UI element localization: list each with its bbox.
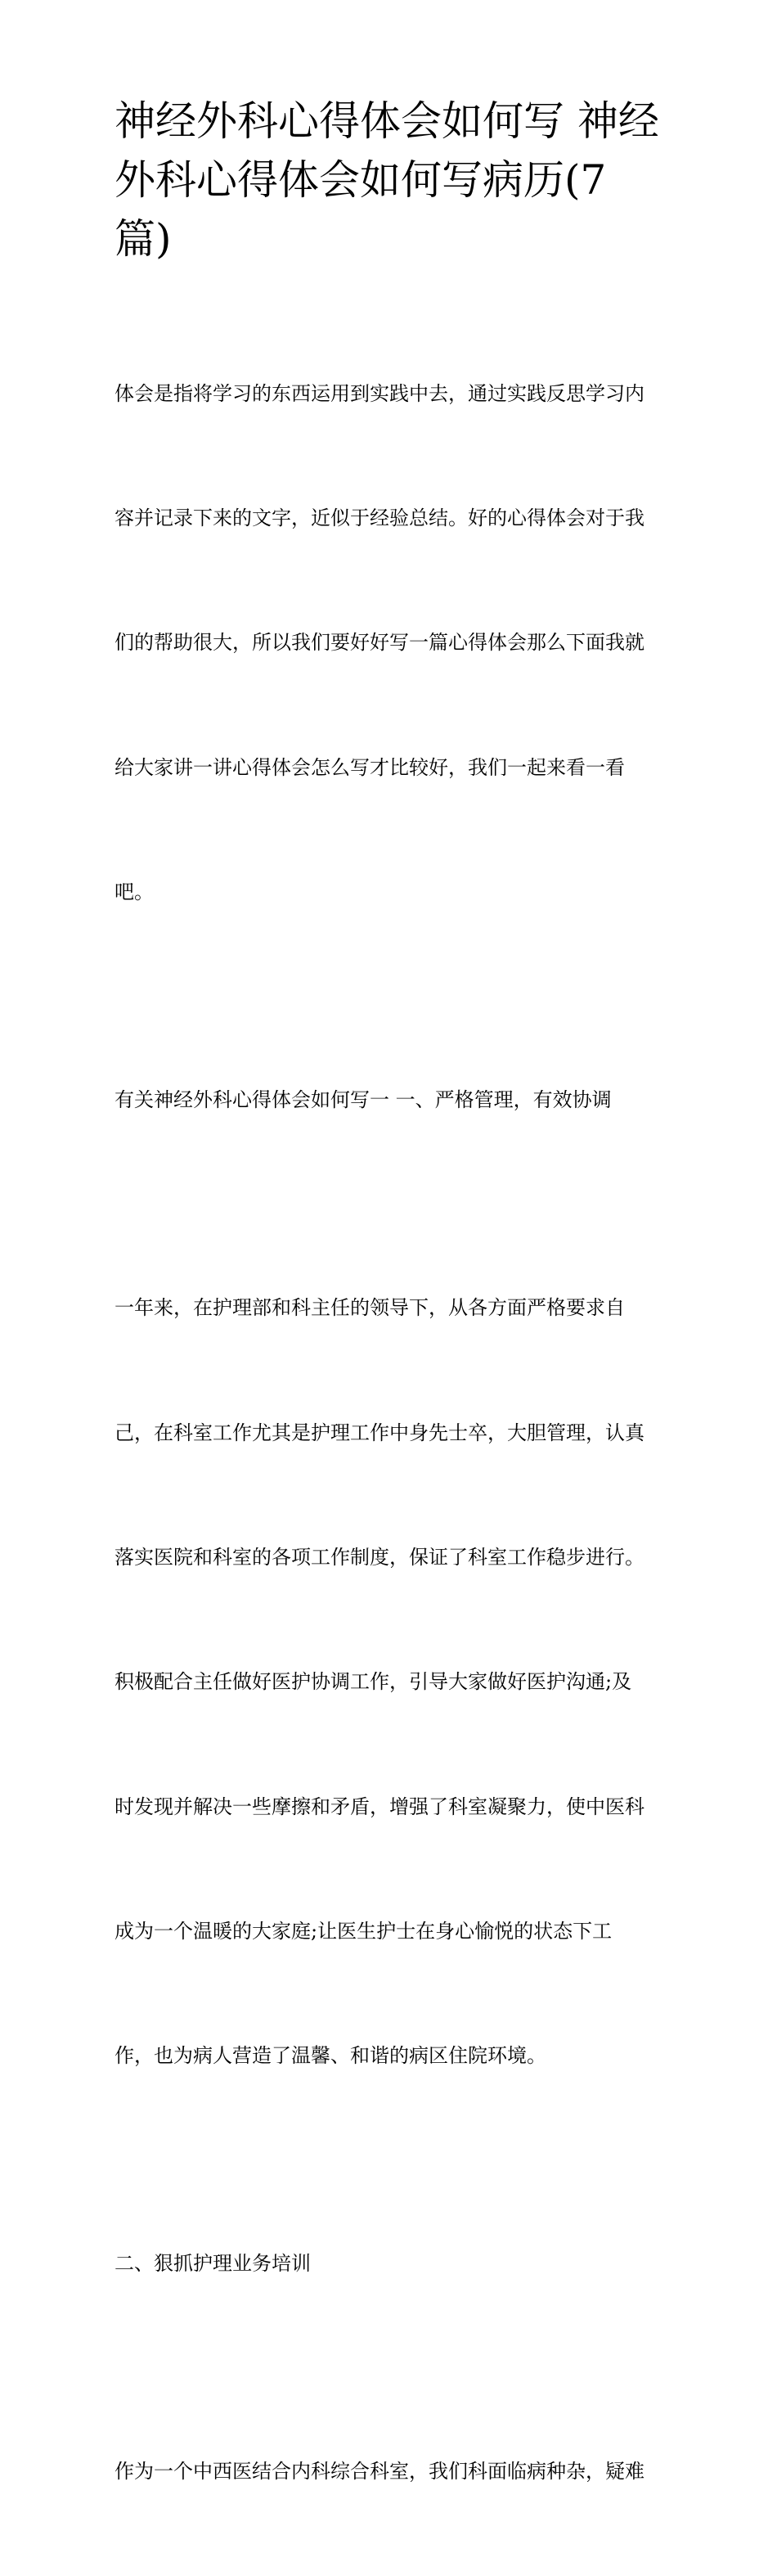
title-line: 篇) [115, 215, 172, 263]
text-line: 体会是指将学习的东西运用到实践中去，通过实践反思学习内 [115, 381, 645, 405]
section-paragraph-1 [115, 1205, 679, 2160]
text-line: 容并记录下来的文字，近似于经验总结。好的心得体会对于我 [115, 506, 645, 529]
text-line: 们的帮助很大，所以我们要好好写一篇心得体会那么下面我就 [115, 631, 645, 655]
text-line: 有关神经外科心得体会如何写一 一、严格管理，有效协调 [115, 1088, 612, 1112]
text-line: 二、狠抓护理业务培训 [115, 2252, 311, 2276]
text-line: 作，也为病人营造了温馨、和谐的病区住院环境。 [115, 2044, 546, 2068]
section-heading-2 [115, 2160, 679, 2368]
document-title [115, 92, 671, 268]
text-line: 成为一个温暖的大家庭;让医生护士在身心愉悦的状态下工 [115, 1920, 613, 1943]
intro-paragraph [115, 290, 679, 997]
text-line: 吧。 [115, 880, 154, 904]
text-line: 时发现并解决一些摩擦和矛盾，增强了科室凝聚力，使中医科 [115, 1795, 645, 1818]
text-line: 积极配合主任做好医护协调工作，引导大家做好医护沟通;及 [115, 1670, 632, 1694]
text-line: 落实医院和科室的各项工作制度，保证了科室工作稳步进行。 [115, 1545, 645, 1569]
text-line: 给大家讲一讲心得体会怎么写才比较好，我们一起来看一看 [115, 755, 625, 779]
section-paragraph-2 [115, 2368, 679, 2576]
section-heading-1 [115, 997, 679, 1205]
document-body [115, 290, 679, 2576]
text-line: 一年来，在护理部和科主任的领导下，从各方面严格要求自 [115, 1296, 625, 1320]
text-line: 作为一个中西医结合内科综合科室，我们科面临病种杂，疑难 [115, 2460, 645, 2484]
title-line: 外科心得体会如何写病历(7 [115, 156, 607, 204]
text-line: 己，在科室工作尤其是护理工作中身先士卒，大胆管理，认真 [115, 1421, 645, 1444]
title-line: 神经外科心得体会如何写 神经 [115, 97, 659, 145]
